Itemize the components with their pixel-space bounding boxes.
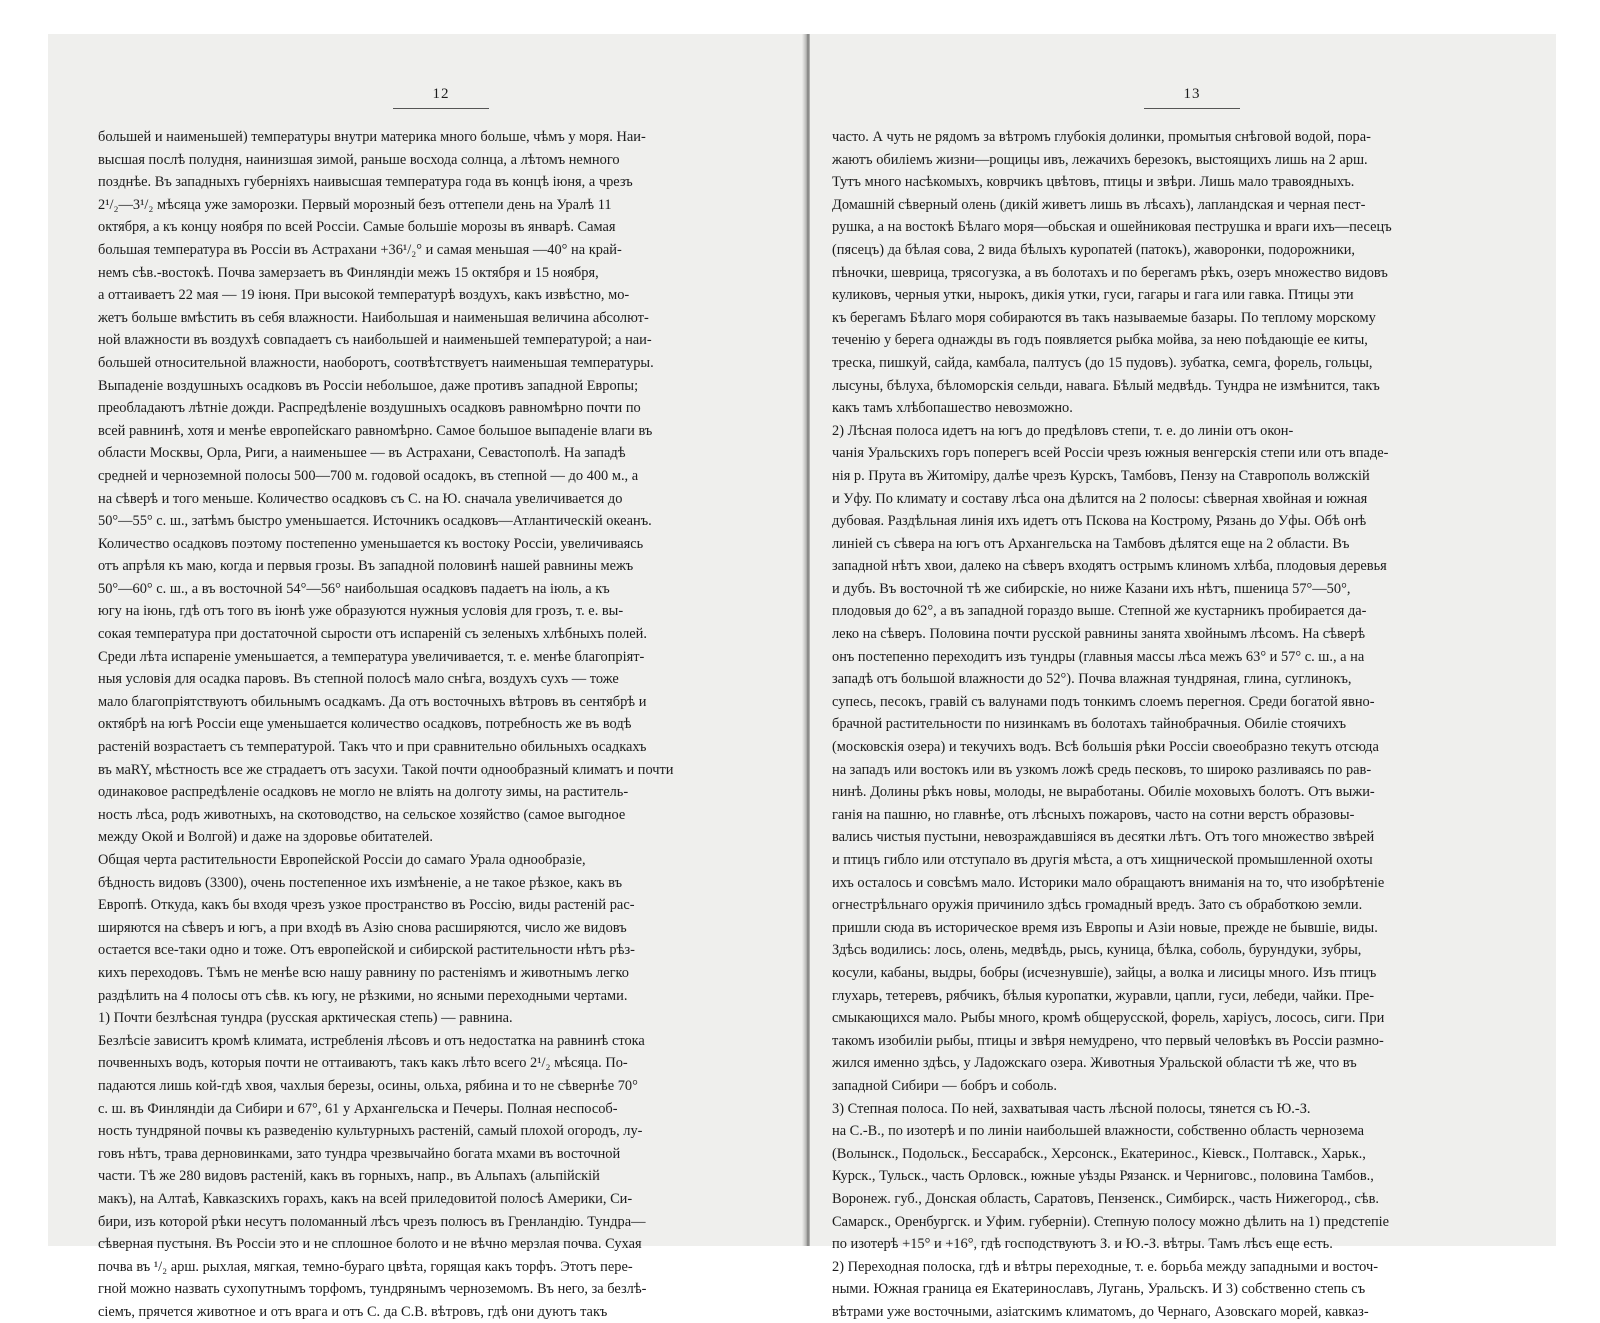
text-line: куликовъ, черныя утки, нырокъ, дикія утки, гуси, гагары и гага или гавка. Птицы эти <box>832 287 1354 304</box>
text-line: на западъ или востокъ или въ узкомъ ложѣ средь песковъ, то широко разливаясь по рав- <box>832 761 1372 778</box>
left-page-text <box>98 126 783 1323</box>
text-line: части. Тѣ же 280 видовъ растеній, какъ въ горныхъ, напр., въ Альпахъ (альпійскій <box>98 1168 600 1185</box>
text-line: ность лѣса, родъ животныхъ, на скотоводство, на сельское хозяйство (самое выгодное <box>98 806 626 823</box>
text-line: пришли сюда въ историческое время изъ Европы и Азіи новые, прежде не бывшіе, виды. <box>832 919 1378 936</box>
text-line: высшая послѣ полудня, наинизшая зимой, раньше восхода солнца, а лѣтомъ немного <box>98 151 620 168</box>
text-line: супесь, песокъ, гравій съ валунами подъ тонкимъ слоемъ перегноя. Среди богатой явно- <box>832 693 1375 710</box>
text-line: линіей съ сѣвера на югъ отъ Архангельска на Тамбовъ дѣлятся еще на 2 области. Въ <box>832 535 1350 552</box>
text-line: какъ тамъ хлѣбопашество невозможно. <box>832 400 1073 417</box>
text-line: Здѣсь водились: лось, олень, медвѣдь, рысь, куница, бѣлка, соболь, бурундуки, зубры, <box>832 942 1362 959</box>
text-line: бири, изъ которой рѣки несутъ поломанный лѣсъ чрезъ полюсъ въ Гренландію. Тундра— <box>98 1213 646 1230</box>
text-line: растеній возрастаетъ съ температурой. Такъ что и при сравнительно обильныхъ осадкахъ <box>98 739 647 756</box>
text-line: ность тундряной почвы къ разведенію культурныхъ растеній, самый плохой огородъ, лу- <box>98 1123 643 1140</box>
text-line: нинѣ. Долины рѣкъ новы, молоды, не выработаны. Обиліе моховыхъ болотъ. Отъ выжи- <box>832 784 1375 801</box>
text-line: 2) Переходная полоска, гдѣ и вѣтры переходные, т. е. борьба между западными и восточ- <box>832 1258 1379 1275</box>
text-line: такомъ изобиліи рыбы, птицы и звѣря немудрено, что первый человѣкъ въ Россіи размно- <box>832 1032 1384 1049</box>
text-line: чанія Уральскихъ горъ поперегъ всей Россіи чрезъ южныя венгерскія степи или отъ впаде- <box>832 445 1389 462</box>
text-line: жился именно здѣсь, у Ладожскаго озера. Животныя Уральской области тѣ же, что въ <box>832 1055 1357 1072</box>
text-line: большей и наименьшей) температуры внутри материка много больше, чѣмъ у моря. Наи- <box>98 129 646 145</box>
text-line: макъ), на Алтаѣ, Кавказскихъ горахъ, какъ на всей приледовитой полосѣ Америки, Си- <box>98 1190 633 1207</box>
text-line: всей равнинѣ, хотя и менѣе европейскаго равномѣрно. Самое большое выпаденіе влаги въ <box>98 422 653 439</box>
text-line: одинаковое распредѣленіе осадковъ не могло не вліять на долготу зимы, на раститель- <box>98 784 629 801</box>
text-line: плодовыя до 62°, а въ западной гораздо выше. Степной же кустарникъ пробирается да- <box>832 603 1367 620</box>
text-line: октября, а къ концу ноября по всей Россіи. Самые большіе морозы въ январѣ. Самая <box>98 219 616 236</box>
text-line: сіемъ, прячется животное и отъ врага и отъ С. да С.В. вѣтровъ, гдѣ они дуютъ такъ <box>98 1303 608 1320</box>
text-line: области Москвы, Орла, Риги, а наименьшее — въ Астрахани, Севастополѣ. На западѣ <box>98 445 626 462</box>
text-line: рушка, а на востокѣ Бѣлаго моря—обьская и ошейниковая пеструшка и враги ихъ—песецъ <box>832 219 1392 236</box>
text-line: Выпаденіе воздушныхъ осадковъ въ Россіи небольшое, даже противъ западной Европы; <box>98 377 639 394</box>
text-line: вѣтрами уже восточными, азіатскимъ климатомъ, до Чернаго, Азовскаго морей, кавказ- <box>832 1303 1369 1320</box>
text-line: ными. Южная граница ея Екатеринославъ, Лугань, Уральскъ. И 3) собственно степь съ <box>832 1281 1366 1298</box>
text-line: почва въ ¹/₂ арш. рыхлая, мягкая, темно-бураго цвѣта, горящая какъ торфъ. Этотъ пере- <box>98 1258 633 1275</box>
text-line: октябрѣ на югѣ Россіи еще уменьшается количество осадковъ, потребность же въ водѣ <box>98 716 632 733</box>
text-line: и птицъ гибло или отступало въ другія мѣста, а отъ хищнической промышленной охоты <box>832 852 1373 868</box>
text-line: западной нѣтъ хвои, далеко на сѣверъ входятъ острымъ клиномъ хлѣба, плодовыя деревья <box>832 558 1387 575</box>
text-line: на сѣверѣ и того меньше. Количество осадковъ съ С. на Ю. сначала увеличивается до <box>98 490 623 507</box>
text-line: между Окой и Волгой) и даже на здоровье обитателей. <box>98 829 433 846</box>
text-line: большая температура въ Россіи въ Астрахани +36¹/₂° и самая меньшая —40° на край- <box>98 241 622 258</box>
text-line: Количество осадковъ поэтому постепенно уменьшается къ востоку Россіи, увеличиваясь <box>98 535 644 552</box>
text-line: югу на іюнь, гдѣ отъ того въ іюнѣ уже образуются нужныя условія для грозъ, т. е. вы- <box>98 603 624 620</box>
text-line: нія р. Прута въ Житоміру, далѣе чрезъ Курскъ, Тамбовъ, Пензу на Ставрополь волжскій <box>832 467 1370 484</box>
left-header-rule <box>393 108 489 109</box>
text-line: 2) Лѣсная полоса идетъ на югъ до предѣловъ степи, т. е. до линіи отъ окон- <box>832 422 1294 439</box>
text-line: раздѣлить на 4 полосы отъ сѣв. къ югу, не рѣзкими, но ясными переходными чертами. <box>98 987 628 1004</box>
text-line: Самарск., Оренбургск. и Уфим. губерніи). Степную полосу можно дѣлить на 1) предстепіе <box>832 1213 1390 1230</box>
text-line: жаютъ обиліемъ жизни—рощицы ивъ, лежачихъ березокъ, выстоящихъ лишь на 2 арш. <box>832 151 1368 168</box>
text-line: косули, кабаны, выдры, бобры (исчезнувшіе), зайцы, а волка и лисицы много. Изъ птицъ <box>832 964 1377 981</box>
text-line: Курск., Тульск., часть Орловск., южные уѣзды Рязанск. и Черниговс., половина Тамбов., <box>832 1168 1374 1185</box>
text-line: (московскія озера) и текучихъ водъ. Всѣ большія рѣки Россіи своеобразно текутъ отсюда <box>832 739 1379 756</box>
text-line: 1) Почти безлѣсная тундра (русская арктическая степь) — равнина. <box>98 1010 513 1027</box>
left-page-number: 12 <box>432 86 450 102</box>
text-line: позднѣе. Въ западныхъ губерніяхъ наивысшая температура года въ концѣ іюня, а чрезъ <box>98 174 633 191</box>
text-line: Тутъ много насѣкомыхъ, коврчикъ цвѣтовъ, птицы и звѣри. Лишь мало травоядныхъ. <box>832 174 1355 191</box>
text-line: 2¹/₂—3¹/₂ мѣсяца уже заморозки. Первый морозный безъ оттепели день на Уралѣ 11 <box>98 196 612 213</box>
text-line: смыкающихся мало. Рыбы много, кромѣ общерусской, форель, харіусъ, лосось, сиги. При <box>832 1010 1385 1027</box>
text-line: ныя условія для осадка паровъ. Въ степной полосѣ мало снѣга, воздухъ сухъ — тоже <box>98 671 619 688</box>
text-line: Домашній сѣверный олень (дикій живетъ лишь въ лѣсахъ), лапландская и черная пест- <box>832 196 1366 213</box>
text-line: въ маRY, мѣстность все же страдаетъ отъ засухи. Такой почти однообразный климатъ и почти <box>98 761 674 778</box>
text-line: теченію у берега однажды въ годъ появляется рыбка мойва, за нею поѣдающіе ее киты, <box>832 332 1368 349</box>
text-line: ганія на пашню, но главнѣе, отъ лѣсныхъ пожаровъ, часто на сотни верстъ образовы- <box>832 806 1355 823</box>
text-line: 3) Степная полоса. По ней, захватывая часть лѣсной полосы, тянется съ Ю.-З. <box>832 1100 1311 1117</box>
text-line: падаются лишь кой-гдѣ хвоя, чахлыя березы, осины, ольха, рябина и то не сѣвернѣе 70° <box>98 1077 638 1094</box>
text-line: с. ш. въ Финляндіи да Сибири и 67°, 61 у Архангельска и Печеры. Полная неспособ- <box>98 1100 618 1117</box>
text-line: на С.-В., по изотерѣ и по линіи наибольшей влажности, собственно область чернозема <box>832 1123 1365 1140</box>
text-line: ширяются на сѣверъ и югъ, а при входѣ въ Азію снова расширяются, число же видовъ <box>98 919 627 936</box>
text-line: Европѣ. Откуда, какъ бы входя чрезъ узкое пространство въ Россію, виды растеній рас- <box>98 897 635 914</box>
text-line: 50°—60° с. ш., а въ восточной 54°—56° наибольшая осадковъ падаетъ на іюль, а къ <box>98 580 610 597</box>
text-line: почвенныхъ водъ, которыя почти не оттаиваютъ, такъ какъ лѣто всего 2¹/₂ мѣсяца. По- <box>98 1055 628 1072</box>
text-line: Общая черта растительности Европейской Россіи до самаго Урала однообразіе, <box>98 852 586 868</box>
text-line: и дубъ. Въ восточной тѣ же сибирскіе, но ниже Казани ихъ нѣтъ, пшеница 57°—50°, <box>832 580 1351 597</box>
text-line: 50°—55° с. ш., затѣмъ быстро уменьшается. Источникъ осадковъ—Атлантическій океанъ. <box>98 513 652 530</box>
text-line: дубовая. Раздѣльная линія ихъ идетъ отъ Пскова на Кострому, Рязань до Уфы. Обѣ онѣ <box>832 513 1367 530</box>
right-page <box>810 34 1556 1320</box>
text-line: сокая температура при достаточной сырости отъ испареній съ зеленыхъ хлѣбныхъ полей. <box>98 626 647 643</box>
text-line: средней и черноземной полосы 500—700 м. годовой осадокъ, въ степной — до 400 м., а <box>98 467 639 484</box>
text-line: (Волынск., Подольск., Бессарабск., Херсонск., Екатеринос., Кіевск., Полтавск., Харьк., <box>832 1145 1366 1162</box>
text-line: говъ нѣтъ, трава дерновинками, зато тундра чрезвычайно богата мхами въ восточной <box>98 1145 621 1162</box>
left-page <box>48 34 805 1320</box>
right-page-text <box>832 126 1516 1323</box>
text-line: кихъ переходовъ. Тѣмъ не менѣе всю нашу равнину по растеніямъ и животнымъ легко <box>98 964 629 981</box>
text-line: по изотерѣ +15° и +16°, гдѣ господствуютъ З. и Ю.-З. вѣтры. Тамъ лѣсъ еще есть. <box>832 1236 1333 1253</box>
text-line: треска, пишкуй, сайда, камбала, палтусъ (до 15 пудовъ). зубатка, семга, форель, гольцы, <box>832 354 1373 371</box>
text-line: мало благопріятствуютъ обильнымъ осадкамъ. Да отъ восточныхъ вѣтровъ въ сентябрѣ и <box>98 693 647 710</box>
text-line: (пясецъ) да бѣлая сова, 2 вида бѣлыхъ куропатей (патокъ), жаворонки, подорожники, <box>832 241 1356 258</box>
text-line: а оттаиваетъ 22 мая — 19 іюня. При высокой температурѣ воздухъ, какъ извѣстно, мо- <box>98 287 630 304</box>
text-line: ной влажности въ воздухѣ совпадаетъ съ наибольшей и наименьшей температурой; а наи- <box>98 332 652 349</box>
text-line: Безлѣсіе зависитъ кромѣ климата, истребленія лѣсовъ и отъ недостатка на равнинѣ стока <box>98 1032 645 1049</box>
text-line: вались чистыя пустыни, невозраждавшіяся въ десятки лѣтъ. Отъ того множество звѣрей <box>832 829 1375 846</box>
text-line: остается все-таки одно и тоже. Отъ европейской и сибирской растительности нѣтъ рѣз- <box>98 942 635 959</box>
text-line: ихъ осталось и совсѣмъ мало. Историки мало обращаютъ вниманія на то, что изобрѣтеніе <box>832 874 1385 891</box>
text-line: гной можно назвать сухопутнымъ торфомъ, тундрянымъ черноземомъ. Въ него, за безлѣ- <box>98 1281 647 1298</box>
book-spread <box>48 34 1556 1320</box>
text-line: къ берегамъ Бѣлаго моря собираются въ такъ называемые базары. По теплому морскому <box>832 309 1376 326</box>
text-line: Воронеж. губ., Донская область, Саратовъ, Пензенск., Симбирск., часть Нижегород., сѣв. <box>832 1190 1379 1207</box>
text-line: бѣдность видовъ (3300), очень постепенное ихъ измѣненіе, а не такое рѣзкое, какъ въ <box>98 874 623 891</box>
text-line: брачной растительности по низинкамъ въ болотахъ тайнобрачныя. Обиліе стоячихъ <box>832 716 1347 733</box>
text-line: леко на сѣверъ. Половина почти русской равнины занята хвойнымъ лѣсомъ. На сѣверѣ <box>832 626 1366 643</box>
text-line: пѣночки, шеврица, трясогузка, а въ болотахъ и по берегамъ рѣкъ, озеръ множество видовъ <box>832 264 1388 281</box>
text-line: лысуны, бѣлуха, бѣломорскія сельди, навага. Бѣлый медвѣдь. Тундра не измѣнится, такъ <box>832 377 1380 394</box>
text-line: Среди лѣта испареніе уменьшается, а температура увеличивается, т. е. менѣе благопріят- <box>98 648 645 665</box>
right-page-number: 13 <box>1183 86 1201 102</box>
text-line: огнестрѣльнаго оружія причинило здѣсь громадный вредъ. Зато съ обработкою земли. <box>832 897 1363 914</box>
text-line: онъ постепенно переходитъ изъ тундры (главныя массы лѣса межъ 63° и 57° с. ш., а на <box>832 648 1365 665</box>
text-line: западѣ отъ большой влажности до 52°). Почва влажная тундряная, глина, суглинокъ, <box>832 671 1352 688</box>
text-line: большей относительной влажности, наоборотъ, соотвѣтствуетъ наименьшая температуры. <box>98 354 654 371</box>
text-line: часто. А чуть не рядомъ за вѣтромъ глубокія долинки, промытыя снѣговой водой, пора- <box>832 129 1371 145</box>
text-line: немъ сѣв.-востокѣ. Почва замерзаетъ въ Финляндіи межъ 15 октября и 15 ноября, <box>98 264 599 281</box>
text-line: преобладаютъ лѣтніе дожди. Распредѣленіе воздушныхъ осадковъ равномѣрно почти по <box>98 400 641 417</box>
text-line: глухарь, тетеревъ, рябчикъ, бѣлыя куропатки, журавли, цапли, гуси, лебеди, чайки. Пре- <box>832 987 1375 1004</box>
text-line: жетъ больше вмѣстить въ себя влажности. Наибольшая и наименьшая величина абсолют- <box>98 309 649 326</box>
right-header-rule <box>1144 108 1240 109</box>
text-line: сѣверная пустыня. Въ Россіи это и не сплошное болото и не вѣчно мерзлая почва. Сухая <box>98 1236 642 1253</box>
text-line: отъ апрѣля къ маю, когда и первыя грозы. Въ западной половинѣ нашей равнины межъ <box>98 558 634 575</box>
text-line: и Уфу. По климату и составу лѣса она дѣлится на 2 полосы: сѣверная хвойная и южная <box>832 490 1368 507</box>
text-line: западной Сибири — бобръ и соболь. <box>832 1077 1057 1094</box>
